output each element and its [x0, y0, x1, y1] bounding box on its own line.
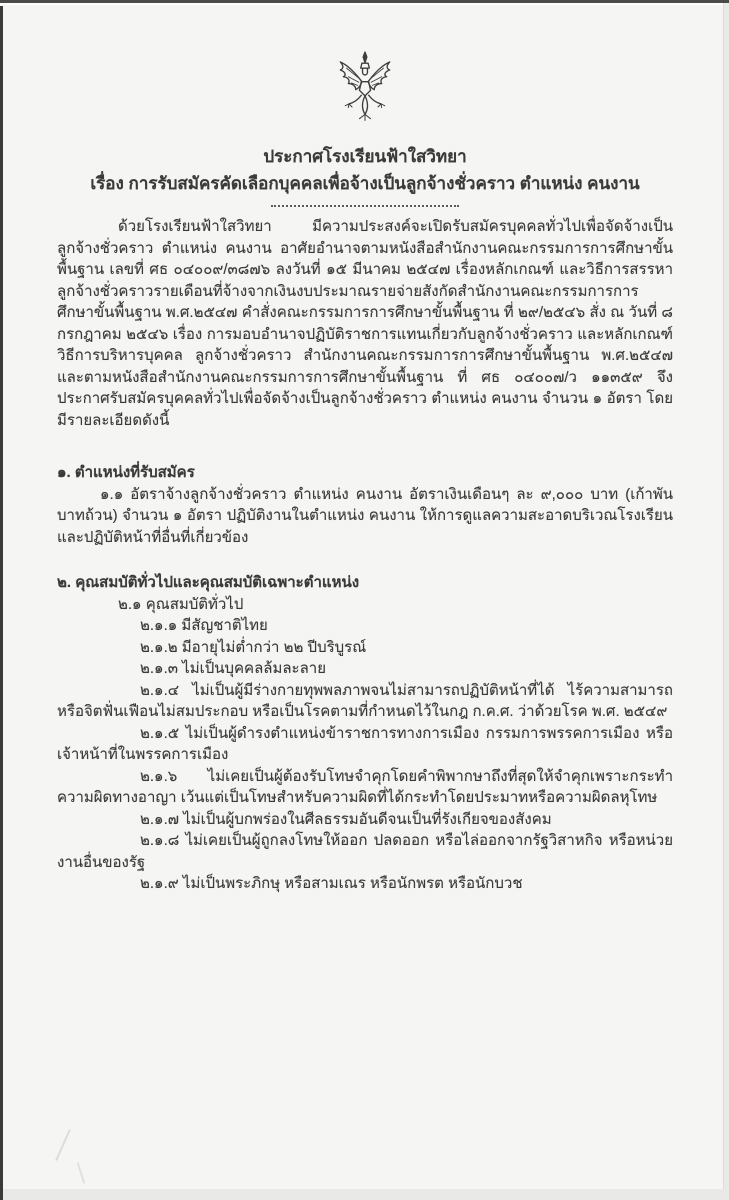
pencil-artifact [55, 1129, 71, 1161]
scan-edge-top [0, 0, 729, 3]
section-1-heading: ๑. ตำแหน่งที่รับสมัคร [57, 464, 195, 481]
qualification-item: ๒.๑.๔ ไม่เป็นผู้มีร่างกายทุพพลภาพจนไม่สามารถปฏิบัติหน้าที่ได้ ไร้ความสามารถ หรือจิตฟั่นเฟือนไม่สมประกอบ หรือเป็นโรคตามที่กำหนดไว้ในกฎ ก.ค.ศ. ว่าด้วยโรค พ.ศ. ๒๕๔๙ [57, 681, 673, 720]
qualification-item: ๒.๑.๑ มีสัญชาติไทย [140, 617, 268, 634]
scan-edge-bottom [3, 1189, 729, 1200]
intro-paragraph: ด้วยโรงเรียนฟ้าใสวิทยา มีความประสงค์จะเปิดรับสมัครบุคคลทั่วไปเพื่อจัดจ้างเป็นลูกจ้างชั่วคราว ตำแหน่ง คนงาน อาศัยอำนาจตามหนังสือสำนักงานคณะกรรมการการศึกษาขั้นพื้นฐาน เลขที่ ศธ ๐๔๐๐๙/๓๘๗๖ ลงวันที่ ๑๕ มีนาคม ๒๕๔๗ เรื่องหลักเกณฑ์ และวิธีการสรรหาลูกจ้างชั่วคราวรายเดือนที่จ้างจากเงินงบประมาณรายจ่ายสังกัดสำนักงานคณะกรรมการการศึกษาขั้นพื้นฐาน พ.ศ.๒๕๔๗ คำสั่งคณะกรรมการการศึกษาขั้นพื้นฐาน ที่ ๒๙/๒๕๔๖ สั่ง ณ วันที่ ๘ กรกฎาคม ๒๕๔๖ เรื่อง การมอบอำนาจปฏิบัติราชการแทนเกี่ยวกับลูกจ้างชั่วคราว และหลักเกณฑ์วิธีการบริหารบุคคล ลูกจ้างชั่วคราว สำนักงานคณะกรรมการการศึกษาขั้นพื้นฐาน พ.ศ.๒๕๔๗ และตามหนังสือสำนักงานคณะกรรมการการศึกษาขั้นพื้นฐาน ที่ ศธ ๐๔๐๐๗/ว ๑๑๓๕๙ จึงประกาศรับสมัครบุคคลทั่วไปเพื่อจัดจ้างเป็นลูกจ้างชั่วคราว ตำแหน่ง คนงาน จำนวน ๑ อัตรา โดยมีรายละเอียดดังนี้ [57, 218, 673, 429]
qualification-item: ๒.๑.๖ ไม่เคยเป็นผู้ต้องรับโทษจำคุกโดยคำพิพากษาถึงที่สุดให้จำคุกเพราะกระทำความผิดทางอาญา เว้นแต่เป็นโทษสำหรับความผิดที่ได้กระทำโดยประมาทหรือความผิดลหุโทษ [57, 767, 673, 806]
garuda-emblem-icon [328, 42, 402, 130]
divider-dotted-line [271, 205, 459, 207]
section-2-sub-heading: ๒.๑ คุณสมบัติทั่วไป [118, 595, 244, 613]
qualification-item: ๒.๑.๓ ไม่เป็นบุคคลล้มละลาย [140, 660, 327, 677]
qualification-item: ๒.๑.๗ ไม่เป็นผู้บกพร่องในศีลธรรมอันดีจนเป็นที่รังเกียจของสังคม [140, 810, 552, 828]
section-2-heading: ๒. คุณสมบัติทั่วไปและคุณสมบัติเฉพาะตำแหน่ง [57, 574, 360, 591]
qualification-item: ๒.๑.๒ มีอายุไม่ต่ำกว่า ๒๒ ปีบริบูรณ์ [140, 638, 367, 656]
pencil-artifact [77, 1162, 86, 1184]
qualification-item: ๒.๑.๙ ไม่เป็นพระภิกษุ หรือสามเณร หรือนักพรต หรือนักบวช [140, 875, 523, 892]
section-1-item-1-1: ๑.๑ อัตราจ้างลูกจ้างชั่วคราว ตำแหน่ง คนงาน อัตราเงินเดือนๆ ละ ๙,๐๐๐ บาท (เก้าพันบาทถ้วน) จำนวน ๑ อัตรา ปฏิบัติงานในตำแหน่ง คนงาน ให้การดูแลความสะอาดบริเวณโรงเรียนและปฏิบัติหน้าที่อื่นที่เกี่ยวข้อง [57, 485, 673, 546]
announcement-subject: เรื่อง การรับสมัครคัดเลือกบุคคลเพื่อจ้างเป็นลูกจ้างชั่วคราว ตำแหน่ง คนงาน [90, 174, 640, 193]
document-body [0, 42, 729, 895]
announcement-title: ประกาศโรงเรียนฟ้าใสวิทยา [263, 147, 467, 166]
qualification-item: ๒.๑.๘ ไม่เคยเป็นผู้ถูกลงโทษให้ออก ปลดออก หรือไล่ออกจากรัฐวิสาหกิจ หรือหน่วยงานอื่นของรัฐ [57, 832, 673, 871]
qualification-item: ๒.๑.๕ ไม่เป็นผู้ดำรงตำแหน่งข้าราชการทางการเมือง กรรมการพรรคการเมือง หรือเจ้าหน้าที่ในพรรคการเมือง [57, 724, 673, 763]
